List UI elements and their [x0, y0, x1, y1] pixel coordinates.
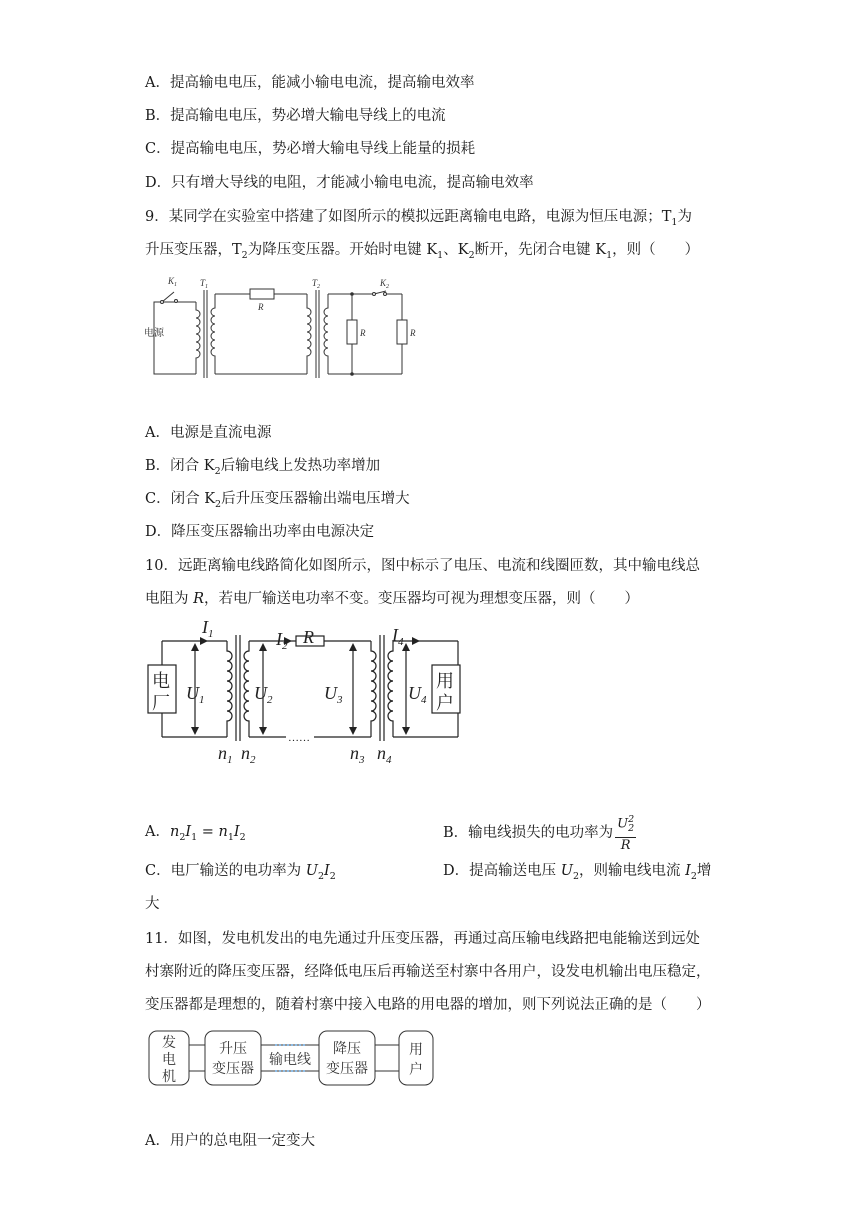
q10-label-u3: $U_3$ [324, 683, 343, 706]
q11-label-gen-2: 电 [162, 1053, 176, 1068]
q9-label-t1: $T_1$ [200, 278, 209, 290]
q11-block-diagram [143, 1025, 443, 1089]
q9-circuit-diagram [140, 270, 430, 385]
q11-label-gen-1: 发 [162, 1036, 176, 1051]
q9-option-c: C．闭合 $K_2$后升压变压器输出端电压增大 [145, 491, 410, 510]
q10-label-n2: $n_2$ [241, 743, 256, 766]
q9-option-a: A．电源是直流电源 [145, 425, 272, 441]
q11-label-user-1: 用 [409, 1043, 423, 1058]
q11-label-gen-3: 机 [162, 1070, 176, 1085]
q10-stem-line1: 10．远距离输电线路简化如图所示，图中标示了电压、电流和线圈匝数，其中输电线总 [145, 558, 700, 574]
q10-label-i1: $I_1$ [202, 617, 214, 640]
q10-option-c: C．电厂输送的电功率为 $U_2I_2$ [145, 863, 336, 882]
q10-option-d: D．提高输送电压 $U_2$，则输电线电流 $I_2$增 [443, 863, 712, 882]
q11-label-user-2: 户 [409, 1063, 423, 1078]
q8-option-c: C．提高输电电压，势必增大输电导线上能量的损耗 [145, 141, 476, 157]
q11-label-stepdown-1: 降压 [333, 1042, 361, 1057]
q11-label-stepup-2: 变压器 [212, 1062, 254, 1077]
q9-label-k2: $K_2$ [380, 278, 390, 290]
q10-label-plant-2: 厂 [152, 693, 170, 713]
q10-option-b: B．输电线损失的电功率为 $\frac{U^2_2}{R}$ [443, 814, 635, 853]
q10-label-n3: $n_3$ [350, 743, 365, 766]
q9-label-source: 电源 [144, 328, 164, 339]
q11-label-stepdown-2: 变压器 [326, 1062, 368, 1077]
q9-label-t2: $T_2$ [312, 278, 321, 290]
q10-label-u4: $U_4$ [408, 683, 427, 706]
q11-stem-line1: 11．如图，发电机发出的电先通过升压变压器，再通过高压输电线路把电能输送到远处 [145, 931, 700, 947]
q11-label-stepup-1: 升压 [219, 1042, 247, 1057]
q8-option-b: B．提高输电电压，势必增大输电导线上的电流 [145, 108, 446, 124]
q10-label-u1: $U_1$ [186, 683, 205, 706]
q9-stem-line2: 升压变压器，$T_2$为降压变压器。开始时电键 $K_1$、$K_2$断开，先闭合电键 $K_1$，则（ ） [145, 242, 700, 261]
q10-dots: …… [288, 732, 310, 744]
q10-label-n4: $n_4$ [377, 743, 392, 766]
q11-stem-line3: 变压器都是理想的，随着村寨中接入电路的用电器的增加，则下列说法正确的是（ ） [145, 997, 711, 1013]
q10-label-i4: $I_4$ [392, 625, 404, 648]
q10-label-r: R [303, 627, 314, 647]
q10-option-b-fraction: $\frac{U^2_2}{R}$ [617, 814, 635, 853]
q11-option-a: A．用户的总电阻一定变大 [145, 1133, 315, 1149]
q10-label-user-1: 用 [436, 671, 454, 691]
q11-stem-line2: 村寨附近的降压变压器，经降低电压后再输送至村寨中各用户，设发电机输出电压稳定， [145, 964, 711, 980]
q9-label-k1: $K_1$ [168, 276, 178, 288]
q9-label-r2: R [410, 328, 416, 338]
q8-option-d: D．只有增大导线的电阻，才能减小输电电流，提高输电效率 [145, 175, 534, 191]
q10-label-plant-1: 电 [152, 671, 170, 691]
q9-stem-line1: 9．某同学在实验室中搭建了如图所示的模拟远距离输电电路，电源为恒压电源；$T_1$为 [145, 209, 692, 228]
q9-option-b: B．闭合 $K_2$后输电线上发热功率增加 [145, 458, 381, 477]
q10-label-u2: $U_2$ [254, 683, 273, 706]
q8-option-a: A．提高输电电压，能减小输电电流，提高输电效率 [145, 75, 475, 91]
q10-option-a: A．$n_2I_1 = n_1I_2$ [145, 824, 246, 843]
q10-label-user-2: 户 [436, 693, 454, 713]
q10-transmission-diagram [140, 617, 480, 767]
q9-label-r1: R [360, 328, 366, 338]
q10-label-n1: $n_1$ [218, 743, 233, 766]
q9-option-d: D．降压变压器输出功率由电源决定 [145, 524, 375, 540]
q10-option-d-wrap: 大 [145, 896, 160, 912]
q10-stem-line2: 电阻为 R，若电厂输送电功率不变。变压器均可视为理想变压器，则（ ） [145, 591, 640, 607]
q9-label-r-line: R [258, 302, 264, 312]
q10-label-i2: $I_2$ [276, 629, 288, 652]
q11-label-line: 输电线 [269, 1053, 311, 1068]
